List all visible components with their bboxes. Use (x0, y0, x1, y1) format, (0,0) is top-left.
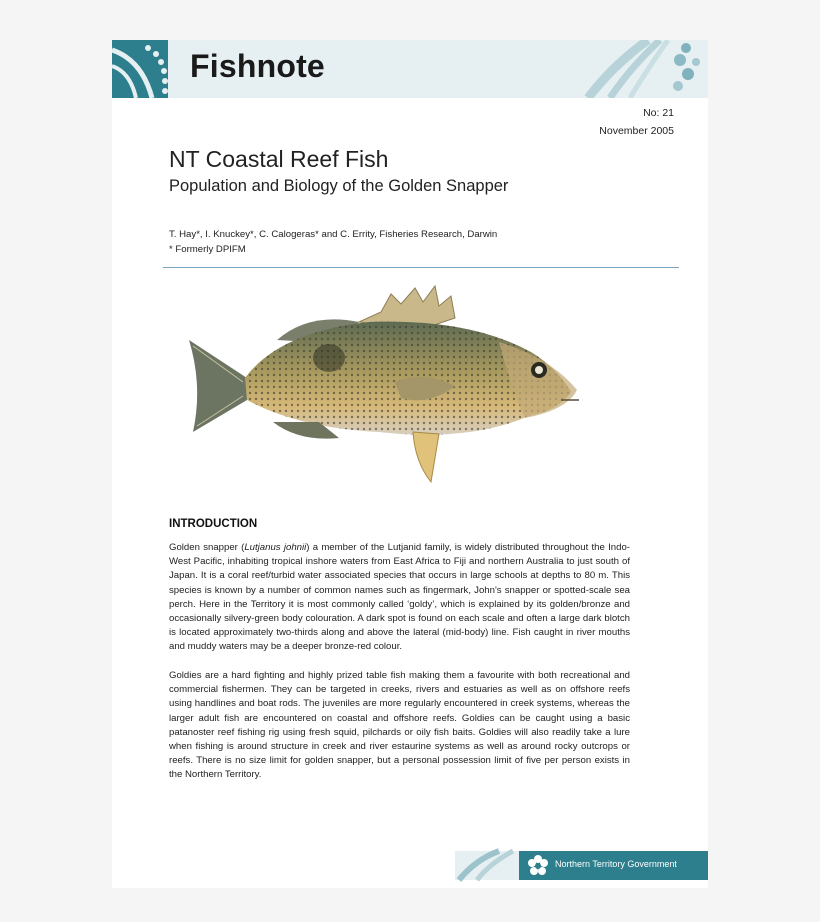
fish-figure (169, 282, 596, 498)
fish-illustration-icon (169, 282, 596, 498)
header-banner (112, 40, 708, 98)
species-name: Lutjanus johnii (244, 542, 307, 553)
flower-emblem-icon (525, 853, 551, 879)
introduction-paragraph-2: Goldies are a hard fighting and highly prized table fish making them a favourite with both recreational and commercial fishermen. They can be targeted in creeks, rivers and estuaries as well as on offshore reefs using handlines and boat rods. The juveniles are more regularly encountered in creek systems, whereas the larger adult fish are encountered on coastal and offshore reefs. Goldies can be caught using a basic patanoster reef fishing rig using fresh squid, pilchards or oily fish baits. Goldies will also readily take a lure when fishing is around structure in creek and river estaurine systems as well as around rocky outcrops or reefs. There is no size limit for golden snapper, but a personal possession limit of five per person exists in the Northern Territory. (169, 670, 630, 781)
wave-stripes-icon (568, 40, 708, 98)
organisation-name: Northern Territory Government (555, 859, 677, 869)
section-divider (163, 267, 679, 268)
dotted-wave-logo-icon (112, 40, 172, 98)
footer-bar (519, 851, 708, 880)
document-subtitle: Population and Biology of the Golden Snapper (169, 177, 509, 195)
document-title: NT Coastal Reef Fish (169, 146, 389, 172)
author-block (169, 227, 497, 257)
banner-title: Fishnote (190, 48, 325, 84)
note-number: No: 21 (643, 107, 674, 119)
nt-government-logo (455, 848, 708, 882)
wave-stripes-icon (455, 848, 519, 882)
fishnote-page (112, 40, 708, 888)
affiliation-note: * Formerly DPIFM (169, 244, 246, 255)
introduction-paragraph-1: Golden snapper (Lutjanus johnii) a member of the Lutjanid family, is widely distributed throughout the Indo-West Pacific, inhabiting tropical inshore waters from East Africa to Fiji and northern Australia to just south of Japan. It is a coral reef/turbid water associated species that occurs in large schools at depths to 80 m. This species is known by a number of common names such as fingermark, John's snapper or spotted-scale sea perch. Here in the Territory it is most commonly called ‘goldy’, which is explained by its golden/bronze and occasionally silvery-green body colouration. A dark spot is found on each scale and often a large dark blotch is located approximately two-thirds along and above the lateral (mid-body) line. Fish caught in river mouths and muddy waters may be a deeper bronze-red colour. (169, 542, 630, 653)
introduction-heading: INTRODUCTION (169, 518, 258, 530)
note-meta (599, 104, 674, 140)
note-date: November 2005 (599, 125, 674, 137)
author-list: T. Hay*, I. Knuckey*, C. Calogeras* and C. Errity, Fisheries Research, Darwin (169, 229, 498, 240)
